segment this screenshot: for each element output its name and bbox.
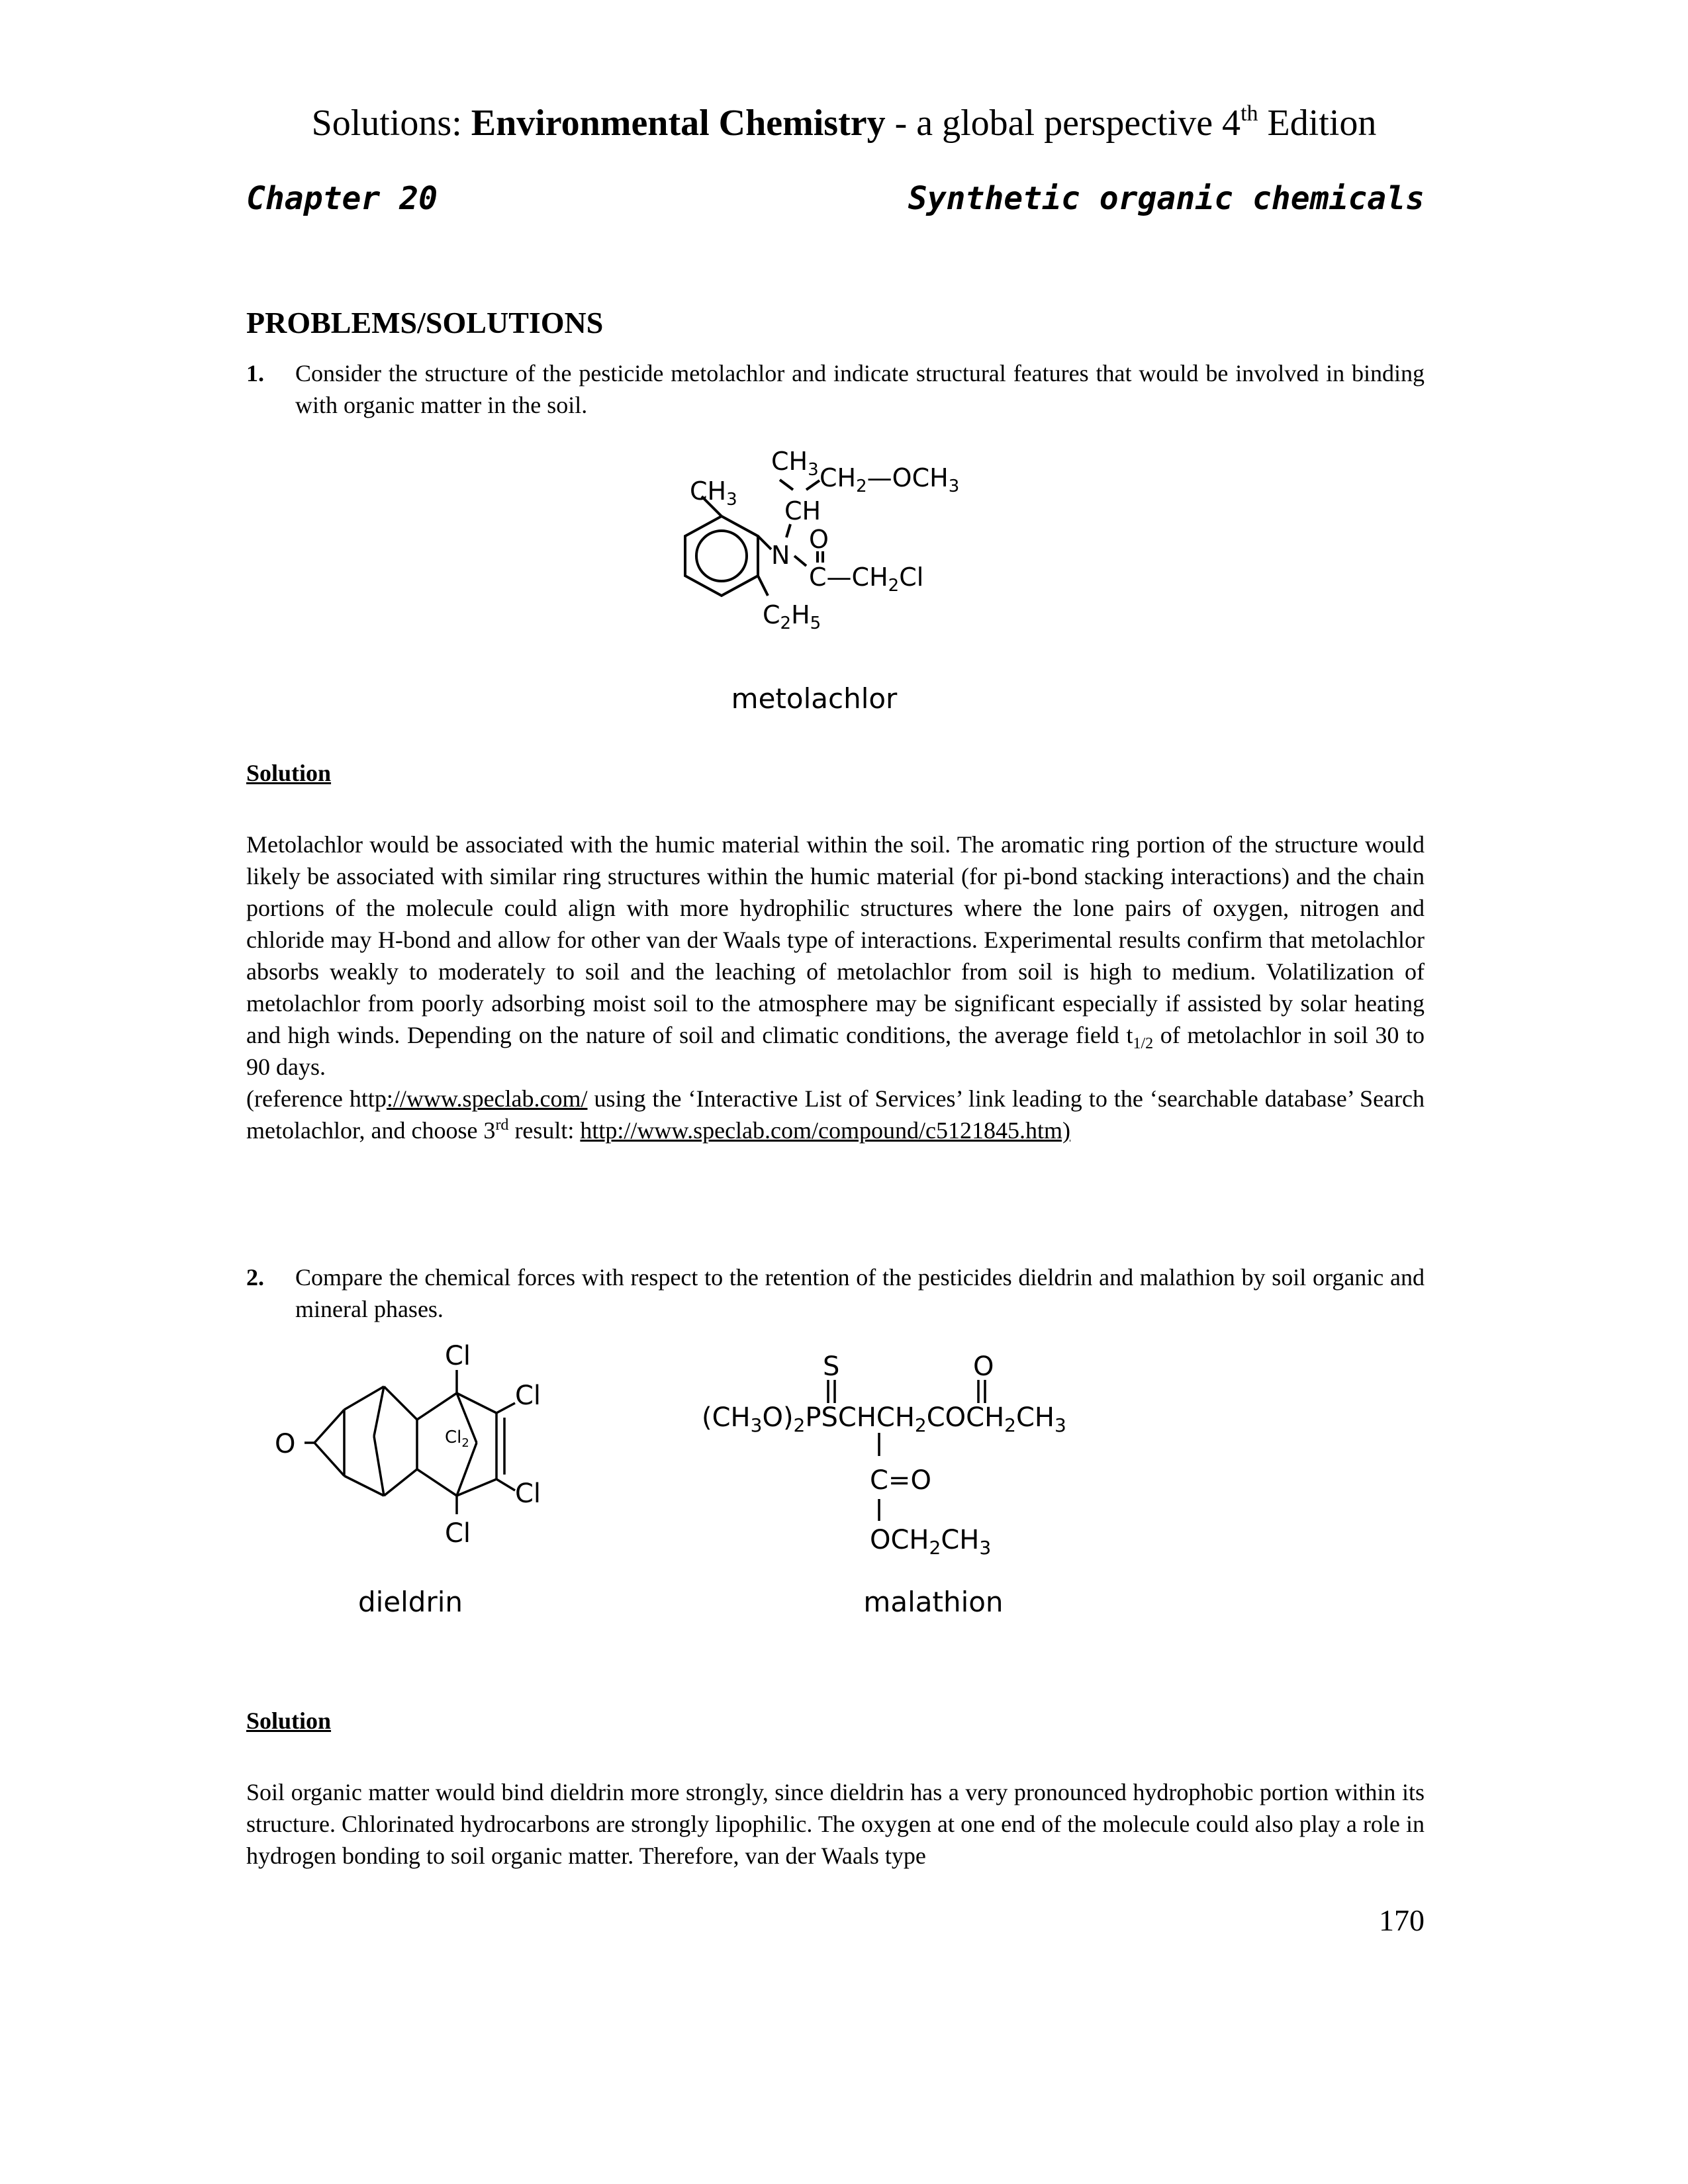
- malathion-o-top: O: [973, 1351, 994, 1382]
- label-o: O: [809, 525, 829, 554]
- dieldrin-cl-right-bottom: Cl: [515, 1479, 541, 1509]
- problem-text: Consider the structure of the pesticide metolachlor and indicate structural features that would be involved in binding with organic matter in the soil.: [295, 360, 1425, 418]
- dieldrin-structure: [265, 1343, 583, 1628]
- document-title: Solutions: Environmental Chemistry - a global perspective 4th Edition: [311, 101, 1377, 144]
- dieldrin-cl-right-top: Cl: [515, 1381, 541, 1411]
- malathion-s: S: [823, 1351, 840, 1382]
- solution-1-heading: Solution: [246, 760, 332, 786]
- label-c-ch2cl: $C—CH_2Cl$: [809, 563, 924, 596]
- malathion-main-chain: $(CH_3O)_2PSCHCH_2COCH_2CH_3$: [702, 1402, 1066, 1436]
- solution-1-text: Metolachlor would be associated with the humic material within the soil. The aromatic ring portion of the structure would likely be associated with similar ring structures within the humic material (for pi-bond stacking interactions) and the chain portions of the molecule could align with more hydrophilic structures where the lone pairs of oxygen, nitrogen and chloride may H-bond and allow for other van der Waals type of interactions. Experimental results confirm that metolachlor absorbs weakly to moderately to soil and the leaching of metolachlor from soil is high to medium. Volatilization of metolachlor from poorly adsorbing moist soil to the atmosphere may be significant especially if assisted by solar heating and high winds. Depending on the nature of soil and climatic conditions, the average field $t_{1/2}$ of metolachlor in soil 30 to 90 days. (reference http://www.speclab.com/ using the ‘Interactive List of Services’ link leading to the ‘searchable database’ Search metolachlor, and choose 3rd result: http://www.speclab.com/compound/c5121845.htm): [246, 831, 1425, 1144]
- malathion-co: C=O: [870, 1465, 931, 1496]
- solution-2-heading: Solution: [246, 1707, 332, 1734]
- chapter-title: Synthetic organic chemicals: [908, 180, 1425, 217]
- problem-number: 1.: [246, 360, 264, 387]
- problem-1: [246, 357, 1425, 421]
- problem-text: Compare the chemical forces with respect to the retention of the pesticides dieldrin and malathion by soil organic and mineral phases.: [295, 1264, 1425, 1322]
- chapter-number: Chapter 20: [246, 180, 438, 217]
- caption-malathion: malathion: [863, 1586, 1004, 1618]
- malathion-oet: $OCH_2CH_3$: [870, 1525, 992, 1559]
- section-heading: PROBLEMS/SOLUTIONS: [246, 306, 604, 340]
- label-ch: CH: [784, 496, 821, 525]
- dieldrin-cl2: $Cl_2$: [445, 1428, 469, 1450]
- page-number: 170: [1379, 1903, 1425, 1937]
- title-bold: Environmental Chemistry: [471, 103, 886, 144]
- malathion-structure: [702, 1350, 1165, 1628]
- label-n: N: [771, 541, 790, 570]
- label-ch3-ring: $CH_3$: [690, 477, 737, 510]
- caption-dieldrin: dieldrin: [357, 1586, 463, 1618]
- metolachlor-structure: [649, 450, 1059, 728]
- caption-metolachlor: metolachlor: [731, 682, 898, 715]
- speclab-link[interactable]: ://www.speclab.com/: [386, 1085, 588, 1112]
- dieldrin-cl-bottom: Cl: [445, 1518, 471, 1549]
- label-c2h5: $C_2H_5$: [763, 600, 821, 633]
- label-ch2-och3: $CH_2—OCH_3$: [820, 463, 960, 496]
- label-ch3-top: $CH_3$: [771, 450, 819, 480]
- dieldrin-cl-top: Cl: [445, 1343, 471, 1371]
- problem-number: 2.: [246, 1264, 264, 1291]
- problem-2: [246, 1261, 1425, 1325]
- dieldrin-o: O: [275, 1429, 296, 1459]
- compound-link[interactable]: http://www.speclab.com/compound/c5121845.htm): [580, 1117, 1070, 1144]
- solution-2-text: Soil organic matter would bind dieldrin more strongly, since dieldrin has a very pronounced hydrophobic portion within its structure. Chlorinated hydrocarbons are strongly lipophilic. The oxygen at one end of the molecule could also play a role in hydrogen bonding to soil organic matter. Therefore, van der Waals type: [246, 1779, 1425, 1869]
